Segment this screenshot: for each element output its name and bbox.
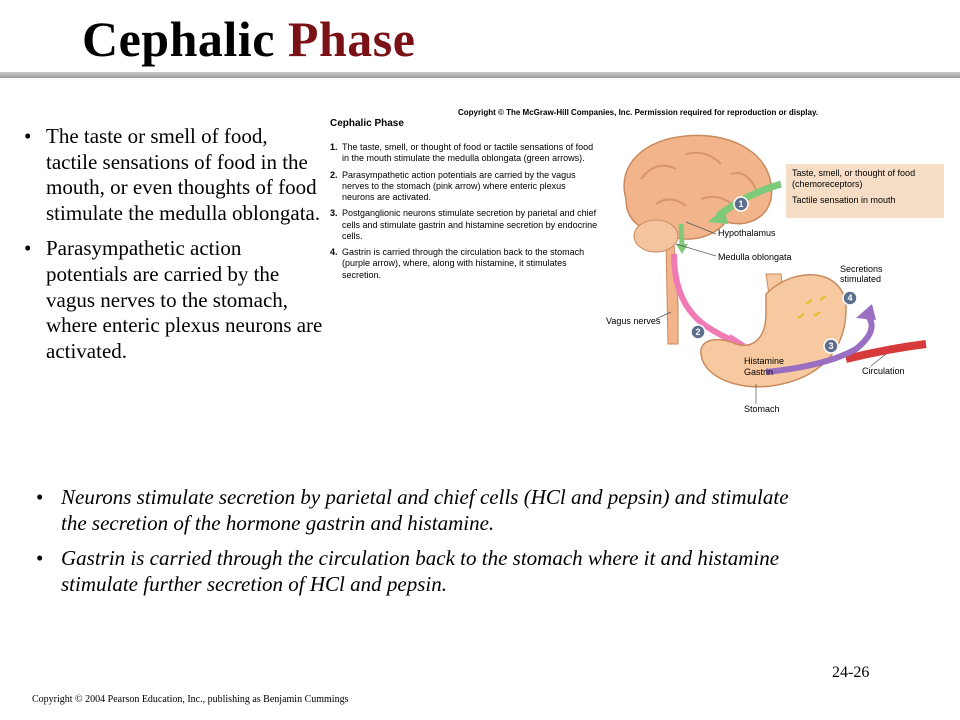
bullet-item: • Parasympathetic action potentials are carried by the vagus nerves to the stomach, where enteric plexus neurons are activated. [24,236,324,364]
svg-text:4: 4 [847,293,853,303]
sensory-input-callout [786,164,944,218]
label-hypothalamus: Hypothalamus [718,228,776,238]
step-marker-4 [843,291,857,305]
figure-copyright: Copyright © The McGraw-Hill Companies, Inc. Permission required for reproduction or display. [458,108,819,117]
cerebellum [634,220,678,252]
step-marker-2 [691,325,705,339]
label-circulation: Circulation [862,366,905,376]
figure-steps [330,142,600,286]
title-word-phase: Phase [287,11,416,67]
left-bullet-list [24,124,324,374]
figure-step [330,247,600,281]
label-medulla: Medulla oblongata [718,252,792,262]
step-text: Gastrin is carried through the circulation back to the stomach (purple arrow), where, along with histamine, it stimulates secretion. [342,247,585,280]
step-text: The taste, smell, or thought of food or tactile sensations of food in the mouth stimulate the medulla oblongata (green arrows). [342,142,594,164]
svg-text:2: 2 [695,327,701,337]
label-stomach: Stomach [744,404,780,414]
cephalic-phase-figure [326,104,956,424]
step-number: 1. [330,142,338,152]
slide-title [82,12,415,67]
bullet-item: • Gastrin is carried through the circulation back to the stomach where it and histamine stimulate further secretion of HCl and pepsin. [36,545,816,598]
svg-text:1: 1 [738,199,744,209]
callout-chemoreceptors: Taste, smell, or thought of food (chemoreceptors) [792,168,916,190]
bottom-bullet-list [36,484,816,605]
page-number: 24-26 [832,664,870,681]
green-arrow-down [681,224,682,246]
bullet-item: • Neurons stimulate secretion by parietal and chief cells (HCl and pepsin) and stimulate the secretion of the hormone gastrin and histamine. [36,484,816,537]
step-number: 4. [330,247,338,257]
title-word-cephalic: Cephalic [82,11,275,67]
label-vagus: Vagus nerves [606,316,661,326]
step-text: Parasympathetic action potentials are carried by the vagus nerves to the stomach (pink arrow) where enteric plexus neurons are activated. [342,169,576,202]
title-divider [0,72,960,78]
figure-step [330,208,600,242]
label-secretions: Secretions stimulated [840,264,883,284]
purple-arrowhead [856,304,876,320]
footer-copyright: Copyright © 2004 Pearson Education, Inc., publishing as Benjamin Cummings [32,694,349,705]
figure-step [330,170,600,204]
figure-heading: Cephalic Phase [330,118,404,129]
step-marker-1 [734,197,748,211]
label-gastrin: Gastrin [744,367,774,377]
step-number: 3. [330,208,338,219]
bullet-item: • The taste or smell of food, tactile sensations of food in the mouth, or even thoughts of food stimulate the medulla oblongata. [24,124,324,226]
figure-step [330,142,600,165]
svg-text:3: 3 [828,341,834,351]
callout-tactile: Tactile sensation in mouth [792,194,896,205]
step-text: Postganglionic neurons stimulate secretion by parietal and chief cells and stimulate gastrin and histamine secretion by endocrine cells. [342,208,598,241]
step-number: 2. [330,169,338,180]
label-histamine: Histamine [744,356,785,366]
step-marker-3 [824,339,838,353]
